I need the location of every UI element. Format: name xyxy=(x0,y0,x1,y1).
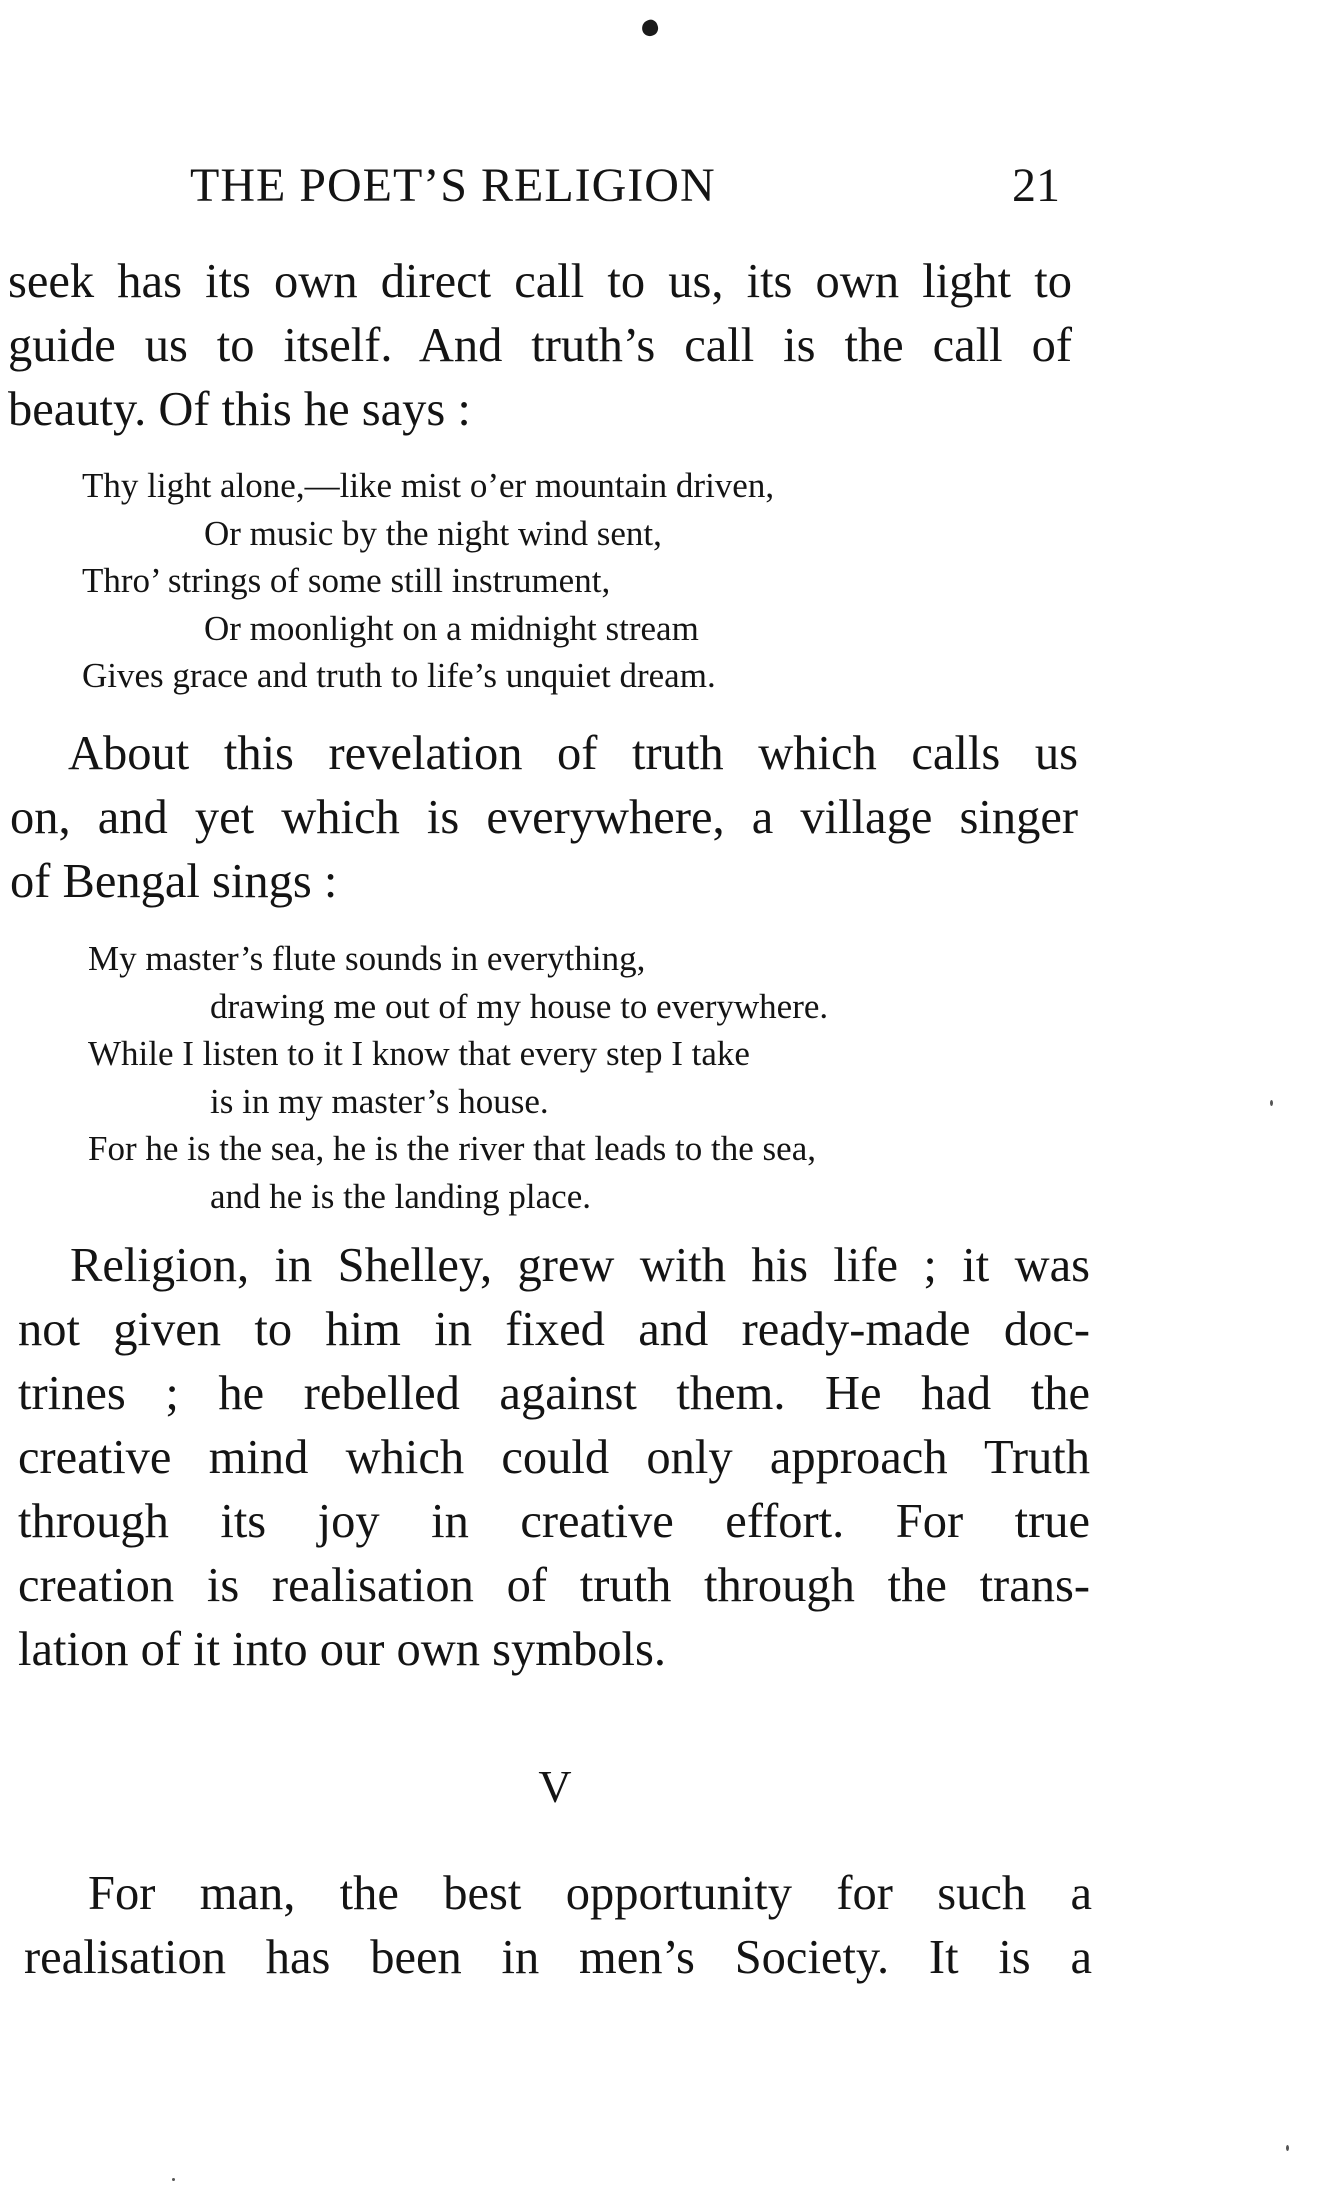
text-line: guide us to itself. And truth’s call is the call of xyxy=(8,319,1072,372)
text-line: Religion, in Shelley, grew with his life ; it was xyxy=(70,1239,1090,1292)
paragraph-4 xyxy=(24,1862,1092,1990)
verse-line: Or moonlight on a midnight stream xyxy=(204,608,699,648)
verse-line: and he is the landing place. xyxy=(210,1176,591,1216)
speck-mark xyxy=(1270,1100,1273,1106)
verse-line: Thy light alone,—like mist o’er mountain driven, xyxy=(82,466,775,505)
running-title: THE POET’S RELIGION xyxy=(190,159,716,212)
text-line: realisation has been in men’s Society. It is a xyxy=(24,1931,1092,1984)
paragraph-3 xyxy=(18,1234,1090,1682)
verse-line: While I listen to it I know that every step I take xyxy=(88,1034,750,1073)
text-line: through its joy in creative effort. For true xyxy=(18,1495,1090,1548)
speck-mark xyxy=(172,2178,175,2181)
paragraph-2 xyxy=(10,722,1078,914)
text-line: not given to him in fixed and ready-made doc- xyxy=(18,1303,1090,1356)
text-line: creation is realisation of truth through the trans- xyxy=(18,1559,1090,1612)
verse-quote-2 xyxy=(88,935,1088,1220)
text-line: About this revelation of truth which calls us xyxy=(68,727,1078,780)
text-line: trines ; he rebelled against them. He had the xyxy=(18,1367,1090,1420)
text-line: seek has its own direct call to us, its own light to xyxy=(8,255,1072,308)
text-line: on, and yet which is everywhere, a village singer xyxy=(10,791,1078,844)
paragraph-1 xyxy=(8,250,1072,442)
speck-mark xyxy=(1286,2145,1289,2151)
ink-blot xyxy=(640,18,661,39)
text-line: For man, the best opportunity for such a xyxy=(88,1867,1092,1920)
section-heading: V xyxy=(538,1761,572,1812)
verse-line: Thro’ strings of some still instrument, xyxy=(82,561,611,600)
verse-line: For he is the sea, he is the river that leads to the sea, xyxy=(88,1129,816,1168)
verse-line: Or music by the night wind sent, xyxy=(204,513,662,553)
text-line: lation of it into our own symbols. xyxy=(18,1623,667,1676)
verse-line: Gives grace and truth to life’s unquiet dream. xyxy=(82,656,716,695)
text-line: beauty. Of this he says : xyxy=(8,383,471,436)
verse-line: drawing me out of my house to everywhere. xyxy=(210,986,829,1026)
verse-line: My master’s flute sounds in everything, xyxy=(88,939,646,978)
text-line: creative mind which could only approach Truth xyxy=(18,1431,1090,1484)
running-header xyxy=(190,158,1070,218)
verse-quote-1 xyxy=(82,462,1082,700)
verse-line: is in my master’s house. xyxy=(210,1081,549,1121)
page-number: 21 xyxy=(1012,159,1060,212)
text-line: of Bengal sings : xyxy=(10,855,338,908)
